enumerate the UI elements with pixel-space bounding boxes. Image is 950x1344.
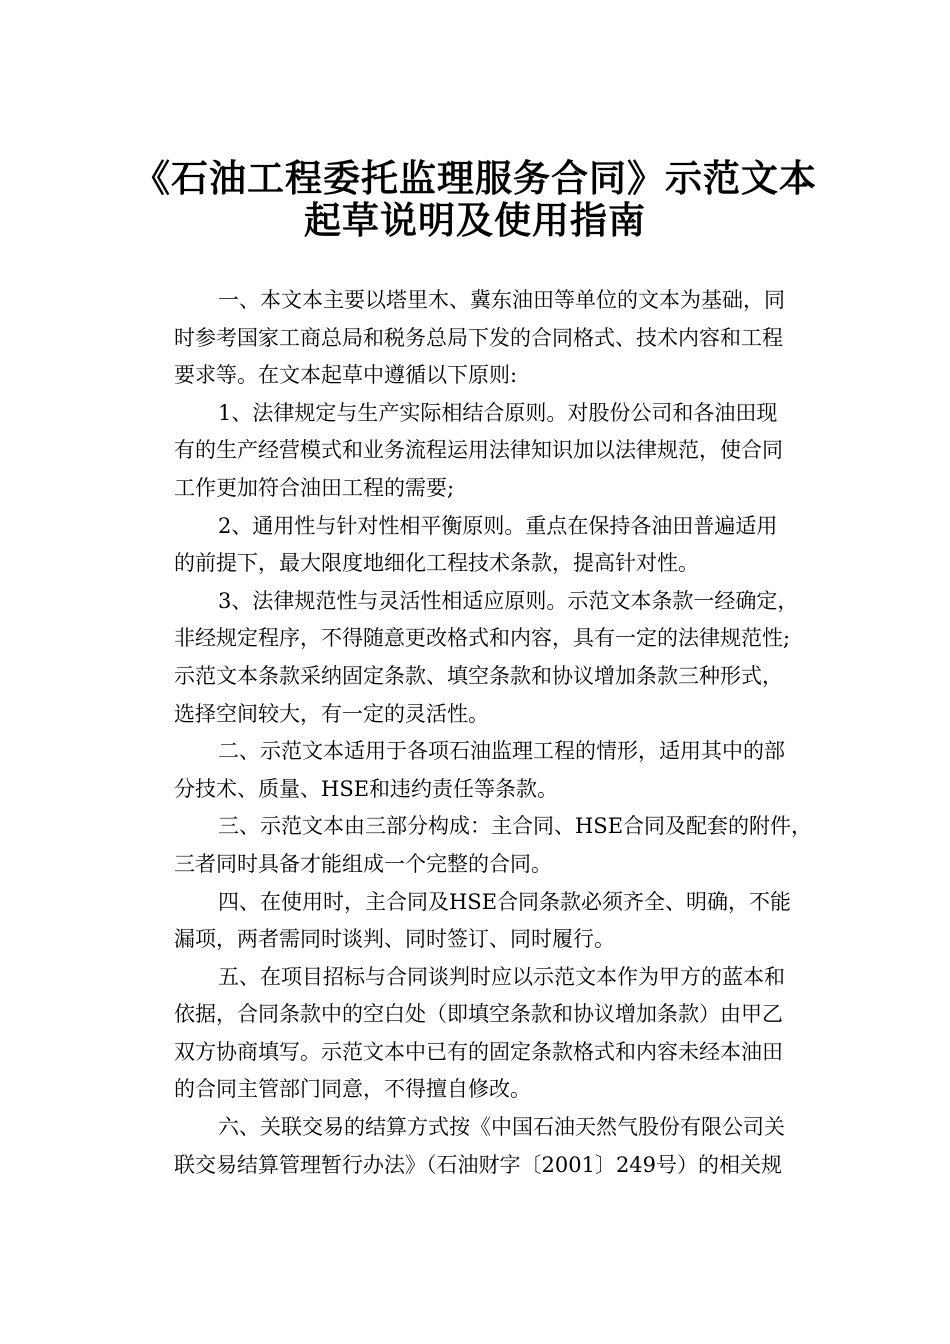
body-text-line: 2、通用性与针对性相平衡原则。重点在保持各油田普遍适用 bbox=[218, 513, 778, 538]
document-title-line-2: 起草说明及使用指南 bbox=[304, 198, 646, 242]
body-text-line: 双方协商填写。示范文本中已有的固定条款格式和内容未经本油田 bbox=[174, 1039, 783, 1064]
body-text-line: 时参考国家工商总局和税务总局下发的合同格式、技术内容和工程 bbox=[174, 325, 783, 350]
body-text-line: 三、示范文本由三部分构成：主合同、HSE合同及配套的附件， bbox=[218, 814, 813, 839]
body-text-line: 有的生产经营模式和业务流程运用法律知识加以法律规范，使合同 bbox=[174, 438, 783, 463]
body-text-line: 1、法律规定与生产实际相结合原则。对股份公司和各油田现 bbox=[218, 400, 778, 425]
body-text-line: 3、法律规范性与灵活性相适应原则。示范文本条款一经确定， bbox=[218, 588, 799, 613]
document-body bbox=[174, 282, 834, 1184]
document-title-line-1: 《石油工程委托监理服务合同》示范文本 bbox=[133, 156, 817, 200]
body-text-line: 六、关联交易的结算方式按《中国石油天然气股份有限公司关 bbox=[218, 1115, 785, 1140]
body-text-line: 二、示范文本适用于各项石油监理工程的情形，适用其中的部 bbox=[218, 739, 785, 764]
body-text-line: 要求等。在文本起草中遵循以下原则: bbox=[174, 363, 518, 388]
body-text-line: 依据，合同条款中的空白处（即填空条款和协议增加条款）由甲乙 bbox=[174, 1002, 783, 1027]
body-text-line: 四、在使用时，主合同及HSE合同条款必须齐全、明确，不能 bbox=[218, 889, 792, 914]
body-text-line: 五、在项目招标与合同谈判时应以示范文本作为甲方的蓝本和 bbox=[218, 964, 785, 989]
body-text-line: 非经规定程序，不得随意更改格式和内容，具有一定的法律规范性; bbox=[174, 626, 791, 651]
body-text-line: 工作更加符合油田工程的需要; bbox=[174, 475, 455, 500]
body-text-line: 联交易结算管理暂行办法》（石油财字〔2001〕249号）的相关规 bbox=[174, 1152, 783, 1177]
body-text-line: 示范文本条款采纳固定条款、填空条款和协议增加条款三种形式， bbox=[174, 663, 783, 688]
body-text-line: 分技术、质量、HSE和违约责任等条款。 bbox=[174, 776, 559, 801]
body-text-line: 三者同时具备才能组成一个完整的合同。 bbox=[174, 851, 552, 876]
body-text-line: 的前提下，最大限度地细化工程技术条款，提高针对性。 bbox=[174, 551, 699, 576]
body-text-line: 选择空间较大，有一定的灵活性。 bbox=[174, 701, 489, 726]
body-text-line: 漏项，两者需同时谈判、同时签订、同时履行。 bbox=[174, 927, 615, 952]
body-text-line: 一、本文本主要以塔里木、冀东油田等单位的文本为基础，同 bbox=[218, 288, 785, 312]
body-text-line: 的合同主管部门同意，不得擅自修改。 bbox=[174, 1077, 531, 1102]
